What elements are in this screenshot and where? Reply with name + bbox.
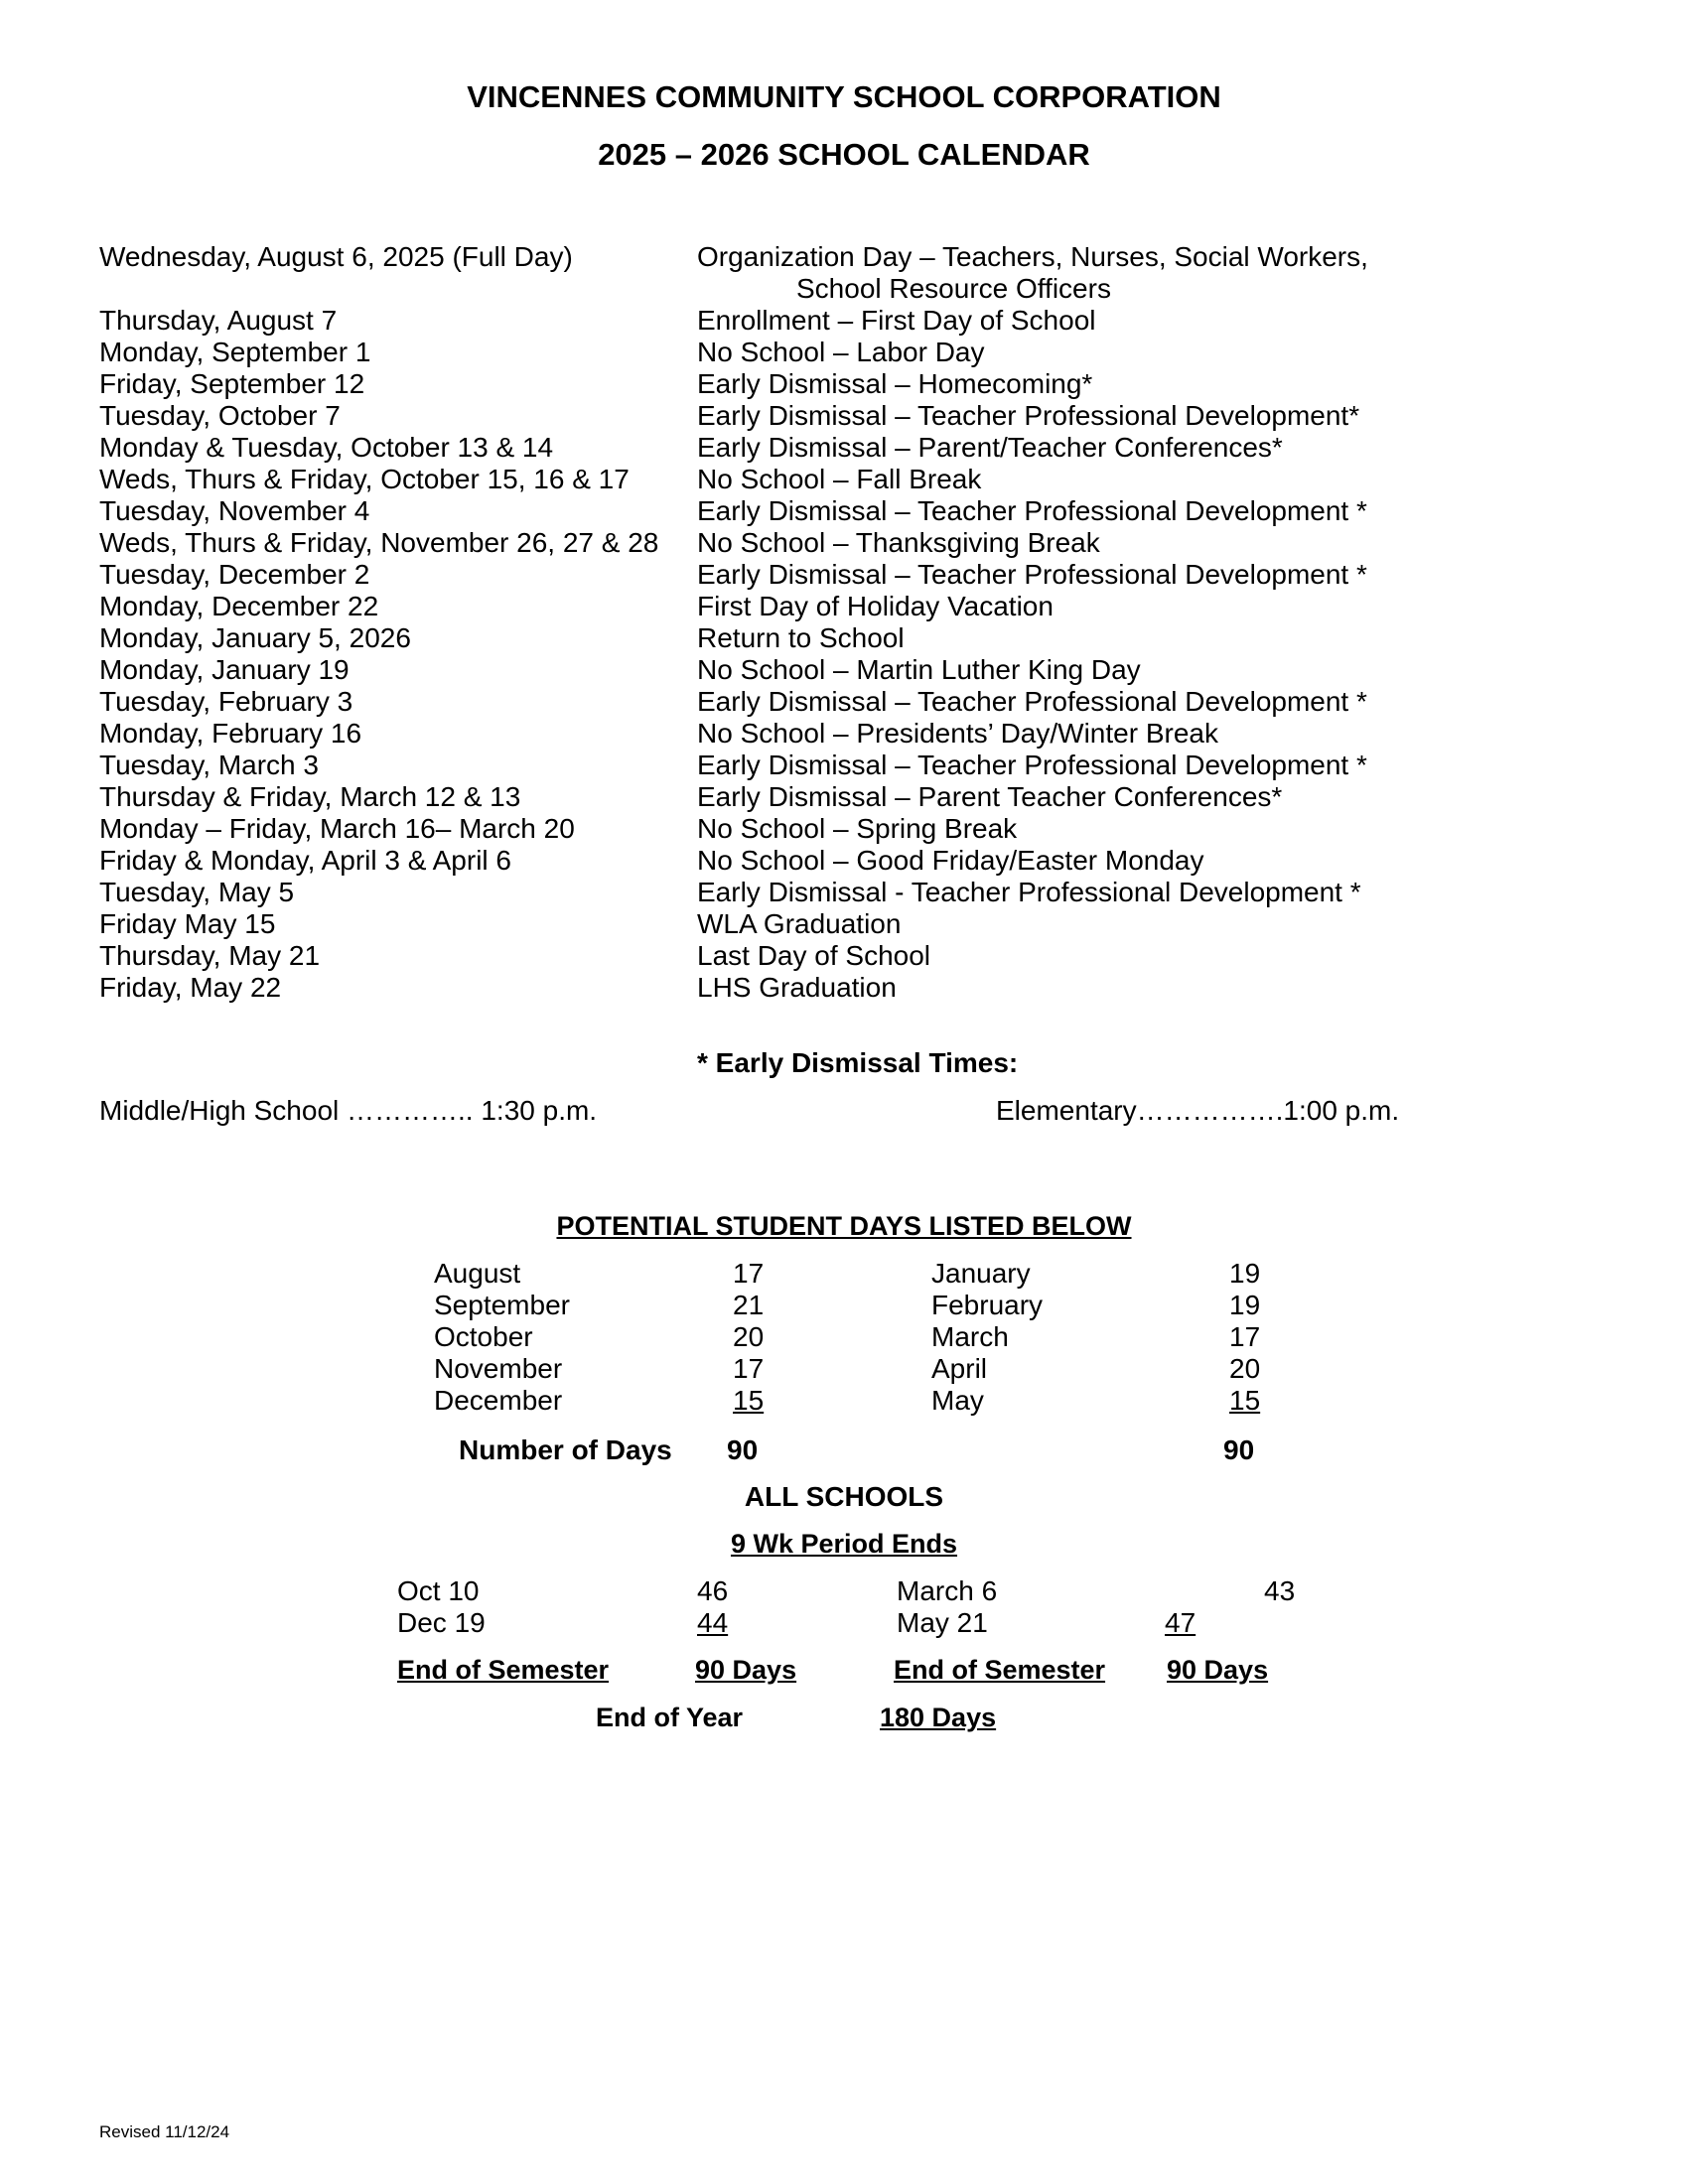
event-date: Monday, December 22	[99, 591, 379, 621]
month-name: September	[434, 1290, 570, 1320]
event-description: Early Dismissal - Teacher Professional Development *	[697, 877, 1361, 907]
event-date: Friday, May 22	[99, 972, 282, 1003]
all-schools-heading: ALL SCHOOLS	[744, 1481, 944, 1512]
month-day-count: 15	[733, 1385, 765, 1416]
event-description: Early Dismissal – Parent Teacher Conferences*	[697, 781, 1283, 812]
event-description: No School – Good Friday/Easter Monday	[697, 845, 1204, 876]
event-date: Thursday, May 21	[99, 940, 321, 971]
month-name: April	[931, 1353, 988, 1384]
first-semester-end-label: End of Semester	[397, 1655, 610, 1685]
event-date: Weds, Thurs & Friday, November 26, 27 & 28	[99, 527, 659, 558]
period-end-date: Dec 19	[397, 1607, 486, 1638]
student-days-table	[0, 1258, 1688, 1417]
student-days-heading: POTENTIAL STUDENT DAYS LISTED BELOW	[556, 1211, 1132, 1241]
month-day-count: 17	[733, 1258, 765, 1289]
first-semester-day-total: 90	[727, 1434, 759, 1465]
event-date: Tuesday, February 3	[99, 686, 353, 717]
event-description: Enrollment – First Day of School	[697, 305, 1096, 336]
event-description: WLA Graduation	[697, 908, 902, 939]
month-name: November	[434, 1353, 563, 1384]
month-day-count: 20	[733, 1321, 765, 1352]
event-date: Thursday & Friday, March 12 & 13	[99, 781, 521, 812]
student-days-row	[0, 1385, 1688, 1417]
period-end-date: May 21	[897, 1607, 988, 1638]
month-name: February	[931, 1290, 1044, 1320]
event-date: Monday, January 5, 2026	[99, 622, 411, 653]
event-date: Monday, January 19	[99, 654, 350, 685]
event-description: Early Dismissal – Teacher Professional Development *	[697, 559, 1367, 590]
end-of-year-days: 180 Days	[880, 1703, 997, 1732]
event-description: Early Dismissal – Teacher Professional Development *	[697, 495, 1367, 526]
end-of-year-label: End of Year	[596, 1703, 744, 1732]
event-date: Weds, Thurs & Friday, October 15, 16 & 17	[99, 464, 630, 494]
month-name: August	[434, 1258, 521, 1289]
event-description: Early Dismissal – Teacher Professional Development*	[697, 400, 1360, 431]
month-name: December	[434, 1385, 563, 1416]
month-name: May	[931, 1385, 984, 1416]
period-day-count: 46	[697, 1575, 729, 1606]
revision-note: Revised 11/12/24	[99, 2122, 230, 2141]
event-date: Monday & Tuesday, October 13 & 14	[99, 432, 554, 463]
period-end-date: Oct 10	[397, 1575, 480, 1606]
month-name: March	[931, 1321, 1009, 1352]
period-day-count: 44	[697, 1607, 729, 1638]
middle-high-dismissal-time: Middle/High School ………….. 1:30 p.m.	[99, 1095, 598, 1126]
period-day-count: 47	[1165, 1607, 1196, 1638]
event-date: Tuesday, October 7	[99, 400, 341, 431]
event-description: Early Dismissal – Parent/Teacher Conferences*	[697, 432, 1283, 463]
event-description: No School – Thanksgiving Break	[697, 527, 1100, 558]
month-day-count: 17	[733, 1353, 765, 1384]
number-of-days-label: Number of Days	[459, 1434, 672, 1465]
second-semester-end-label: End of Semester	[894, 1655, 1106, 1685]
early-dismissal-heading: * Early Dismissal Times:	[697, 1047, 1019, 1078]
student-days-row	[0, 1290, 1688, 1321]
event-date: Tuesday, May 5	[99, 877, 295, 907]
calendar-title: 2025 – 2026 SCHOOL CALENDAR	[598, 137, 1090, 172]
nine-week-table	[0, 1575, 1688, 1639]
month-day-count: 20	[1229, 1353, 1261, 1384]
event-description: Return to School	[697, 622, 905, 653]
event-date: Friday & Monday, April 3 & April 6	[99, 845, 511, 876]
student-days-row	[0, 1321, 1688, 1353]
event-description: Early Dismissal – Teacher Professional Development *	[697, 686, 1367, 717]
event-description-continued: School Resource Officers	[796, 273, 1111, 304]
event-date: Monday – Friday, March 16– March 20	[99, 813, 575, 844]
event-description: No School – Fall Break	[697, 464, 982, 494]
event-description: No School – Spring Break	[697, 813, 1018, 844]
second-semester-day-total: 90	[1223, 1434, 1255, 1465]
event-description: Early Dismissal – Teacher Professional Development *	[697, 750, 1367, 780]
month-day-count: 17	[1229, 1321, 1261, 1352]
nine-week-heading: 9 Wk Period Ends	[730, 1529, 958, 1559]
event-date: Thursday, August 7	[99, 305, 338, 336]
event-description: Last Day of School	[697, 940, 931, 971]
elementary-dismissal-time: Elementary…………….1:00 p.m.	[996, 1095, 1400, 1126]
second-semester-end-days: 90 Days	[1167, 1655, 1269, 1685]
organization-title: VINCENNES COMMUNITY SCHOOL CORPORATION	[467, 79, 1221, 114]
period-end-date: March 6	[897, 1575, 998, 1606]
first-semester-end-days: 90 Days	[695, 1655, 797, 1685]
month-day-count: 21	[733, 1290, 765, 1320]
event-date: Friday May 15	[99, 908, 276, 939]
event-description: No School – Labor Day	[697, 337, 985, 367]
event-date: Tuesday, March 3	[99, 750, 319, 780]
event-date: Tuesday, November 4	[99, 495, 370, 526]
event-date: Tuesday, December 2	[99, 559, 370, 590]
event-date: Monday, February 16	[99, 718, 362, 749]
event-description: No School – Martin Luther King Day	[697, 654, 1141, 685]
event-description: First Day of Holiday Vacation	[697, 591, 1054, 621]
student-days-row	[0, 1258, 1688, 1290]
period-day-count: 43	[1264, 1575, 1296, 1606]
event-description: Early Dismissal – Homecoming*	[697, 368, 1093, 399]
student-days-row	[0, 1353, 1688, 1385]
month-name: January	[931, 1258, 1031, 1289]
month-day-count: 19	[1229, 1290, 1261, 1320]
event-description: LHS Graduation	[697, 972, 897, 1003]
event-description: No School – Presidents’ Day/Winter Break	[697, 718, 1218, 749]
event-description: Organization Day – Teachers, Nurses, Social Workers,	[697, 241, 1368, 272]
month-name: October	[434, 1321, 533, 1352]
event-date: Monday, September 1	[99, 337, 371, 367]
event-date: Friday, September 12	[99, 368, 365, 399]
month-day-count: 19	[1229, 1258, 1261, 1289]
nine-week-row	[0, 1575, 1688, 1607]
nine-week-row	[0, 1607, 1688, 1639]
event-date: Wednesday, August 6, 2025 (Full Day)	[99, 241, 573, 272]
month-day-count: 15	[1229, 1385, 1261, 1416]
